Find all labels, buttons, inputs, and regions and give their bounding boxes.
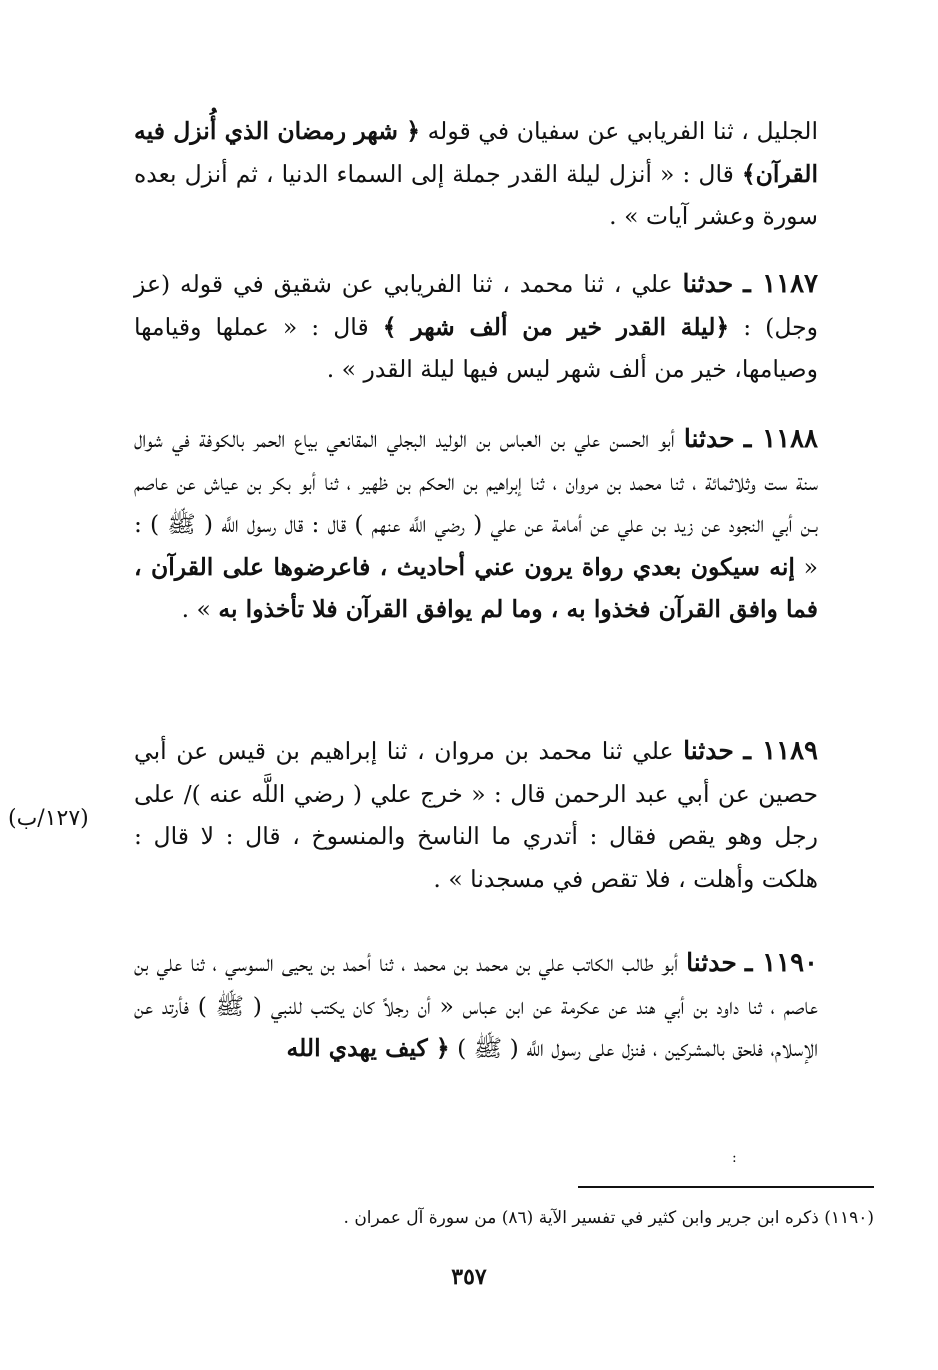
text-segment: » . <box>181 595 219 624</box>
text-segment: قال : « أنزل ليلة القدر جملة إلى السماء الدنيا ، ثم أنزل بعده سورة وعشر آيات » . <box>134 159 818 231</box>
text-segment: أبو الحسن علي بن العباس بن الوليد البجلي المقانعي بياع الحمر بالكوفة في شوال سنة ست وثلاثمائة ، ثنا محمد بن مروان ، ثنا إبراهيم بن الحكم بن ظهير ، ثنا أبو بكر بن عياش عن عاصم بـن أبي النجود عن زيد بن علي عن أمامة عن علي ( رضي اللَّه عنهم ) قال : قال رسول اللَّه ( ﷺ ) : « <box>134 425 818 581</box>
hadith-number: ١١٨٨ ـ <box>743 424 818 454</box>
hadith-number: ١١٩٠ ـ <box>744 948 818 978</box>
text-segment: الجليل ، ثنا الفريابي عن سفيان في قوله <box>419 117 818 145</box>
hadith-heading: حدثنا <box>683 736 734 765</box>
page-number: ٣٥٧ <box>451 1264 487 1290</box>
hadith-heading: حدثنا <box>682 269 734 298</box>
hadith-quote: إنه سيكون بعدي رواة يرون عني أحاديث ، فاعرضوها على القرآن ، فما وافق القرآن فخذوا به ، وما لم يوافق القرآن فلا تأخذوا به <box>134 552 818 624</box>
text-segment: أبو طالب الكاتب علي بن محمد بن محمد ، ثنا أحمد بن يحيى السوسي ، ثنا علي بن عاصم ، ثنا داود بن أبي هند عن عكرمة عن ابن عباس « أن رجلاً كان يكتب للنبي ( ﷺ ) فأرتد عن الإسلام، فلحق بالمشركين ، فنزل على رسول اللَّه ( ﷺ ) <box>134 949 818 1063</box>
text-segment: قال : « عملها وقيامها وصيامها، خير من ألف شهر ليس فيها ليلة القدر » . <box>134 312 818 384</box>
manuscript-folio-note: (١٢٧/ب) <box>8 806 89 831</box>
hadith-1190 <box>134 942 818 1070</box>
quran-quote: ﴿ليلة القدر خير من ألف شهر ﴾ <box>382 312 730 341</box>
main-text <box>134 110 818 238</box>
hadith-number: ١١٨٩ ـ <box>743 736 818 766</box>
hadith-heading: حدثنا <box>683 424 735 453</box>
hadith-heading: حدثنا <box>686 948 737 977</box>
hadith-1188 <box>134 418 818 631</box>
footnote: (١١٩٠) ذكره ابن جرير وابن كثير في تفسير الآية (٨٦) من سورة آل عمران . <box>343 1208 874 1228</box>
stray-mark: : <box>732 1150 737 1166</box>
quran-quote: ﴿ كيف يهدي الله <box>286 1034 450 1063</box>
hadith-number: ١١٨٧ ـ <box>743 269 818 299</box>
quran-quote: ﴿ شهر رمضان الذي أُنزل فيه القرآن﴾ <box>134 117 818 188</box>
text-segment: علي ثنا محمد بن مروان ، ثنا إبراهيم بن قيس عن أبي حصين عن أبي عبد الرحمن قال : « خرج علي ( رضي اللَّه عنه )/ على رجل وهو يقص فقال : أتدري ما الناسخ والمنسوخ ، قال : لا قال : هلكت وأهلت ، فلا تقص في مسجدنا » . <box>134 737 818 893</box>
hadith-1189 <box>134 730 818 900</box>
hadith-1187 <box>134 263 818 391</box>
footnote-divider <box>578 1186 874 1188</box>
paragraph-continuation <box>134 110 818 238</box>
text-segment: علي ، ثنا محمد ، ثنا الفريابي عن شقيق في قوله (عز وجل) : <box>134 270 818 341</box>
